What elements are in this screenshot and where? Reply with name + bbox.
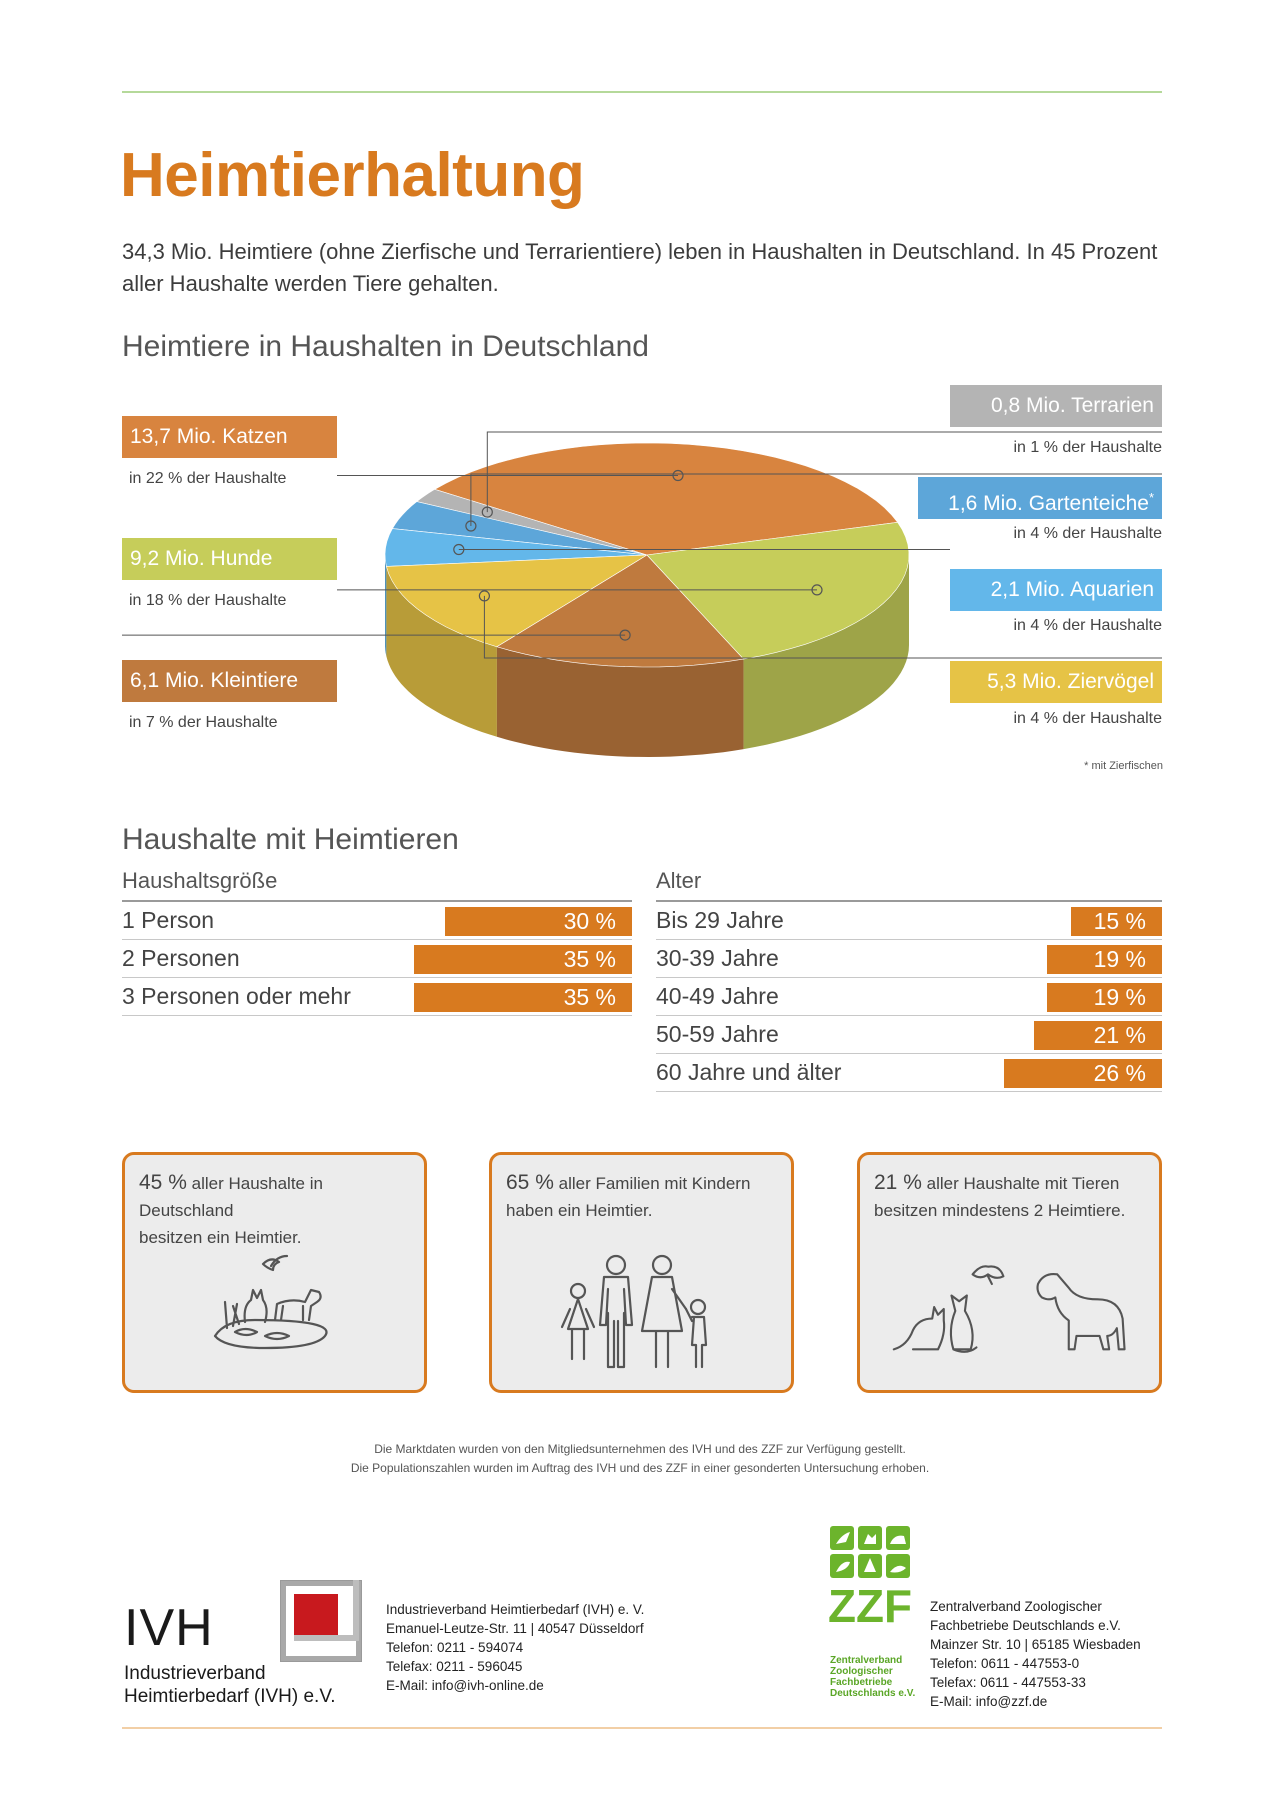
age-row	[656, 978, 1162, 1016]
age-table	[656, 864, 1162, 1092]
fact-card-1	[122, 1152, 427, 1393]
share-kleintiere: in 7 % der Haushalte	[129, 714, 278, 731]
share-terrarien: in 1 % der Haushalte	[1013, 439, 1162, 456]
label-gartenteiche	[918, 477, 1162, 519]
bottom-divider	[122, 1727, 1162, 1729]
label-hunde: 9,2 Mio. Hunde	[122, 538, 337, 580]
fact-desc-1: aller Haushalte in Deutschland	[139, 1174, 323, 1220]
zzf-email-link[interactable]: E-Mail: info@zzf.de	[930, 1694, 1048, 1709]
ivh-address-line: Telefon: 0211 - 594074	[386, 1640, 524, 1655]
fact-line2-2: haben ein Heimtier.	[506, 1201, 653, 1220]
households-title: Haushalte mit Heimtieren	[122, 823, 459, 856]
household-size-row	[122, 978, 632, 1016]
age-row-label: 60 Jahre und älter	[656, 1059, 842, 1085]
fact-desc-3: aller Haushalte mit Tieren	[926, 1174, 1120, 1193]
ivh-sub-2: Heimtierbedarf (IVH) e.V.	[124, 1686, 336, 1707]
chart-title: Heimtiere in Haushalten in Deutschland	[122, 330, 649, 363]
age-row	[656, 1054, 1162, 1092]
label-ziervoegel: 5,3 Mio. Ziervögel	[950, 661, 1162, 703]
label-katzen: 13,7 Mio. Katzen	[122, 416, 337, 458]
ivh-logo-subtitle	[124, 1662, 336, 1708]
household-size-row	[122, 902, 632, 940]
ivh-address-line: Telefax: 0211 - 596045	[386, 1659, 523, 1674]
zzf-logo-subtitle	[830, 1655, 915, 1699]
fact-desc-2: aller Familien mit Kindern	[558, 1174, 751, 1193]
age-row-label: Bis 29 Jahre	[656, 907, 784, 933]
zzf-address	[930, 1597, 1141, 1711]
zzf-logo-mark	[828, 1526, 914, 1654]
footnote-mark: *	[1148, 490, 1154, 505]
age-row-bar: 15 %	[1071, 907, 1162, 936]
zzf-logo-sub-line: Zentralverband	[830, 1655, 903, 1666]
age-row-label: 40-49 Jahre	[656, 983, 779, 1009]
pie-side-3	[385, 555, 386, 656]
fact-line2-1: besitzen ein Heimtier.	[139, 1228, 302, 1247]
household-size-row-bar: 35 %	[414, 983, 632, 1012]
age-row	[656, 902, 1162, 940]
zzf-logo-text-big: ZZF	[828, 1580, 912, 1632]
share-aquarien: in 4 % der Haushalte	[1013, 617, 1162, 634]
label-kleintiere: 6,1 Mio. Kleintiere	[122, 660, 337, 702]
ivh-email-link[interactable]: E-Mail: info@ivh-online.de	[386, 1678, 544, 1693]
family-icon	[552, 1253, 732, 1373]
share-hunde: in 18 % der Haushalte	[129, 592, 287, 609]
zzf-address-line: Fachbetriebe Deutschlands e.V.	[930, 1618, 1121, 1633]
age-row-bar: 26 %	[1004, 1059, 1162, 1088]
age-row-bar: 21 %	[1034, 1021, 1162, 1050]
label-terrarien: 0,8 Mio. Terrarien	[950, 385, 1162, 427]
ivh-logo-mark	[280, 1580, 362, 1662]
zzf-logo-sub-line: Deutschlands e.V.	[830, 1688, 916, 1699]
ivh-address	[386, 1600, 644, 1695]
fact-card-3	[857, 1152, 1162, 1393]
fact-value-1: 45 %	[139, 1171, 187, 1194]
share-ziervoegel: in 4 % der Haushalte	[1013, 710, 1162, 727]
fact-text-2	[506, 1169, 786, 1224]
age-row-label: 50-59 Jahre	[656, 1021, 779, 1047]
chart-footnote: * mit Zierfischen	[1084, 760, 1163, 772]
household-size-row	[122, 940, 632, 978]
household-size-table	[122, 864, 632, 1016]
ivh-logo-text: IVH	[124, 1599, 214, 1657]
fact-card-2	[489, 1152, 794, 1393]
ivh-address-line: Industrieverband Heimtierbedarf (IVH) e. V.	[386, 1602, 645, 1617]
intro-text: 34,3 Mio. Heimtiere (ohne Zierfische und Terrarientiere) leben in Haushalten in Deutschland. In 45 Prozent aller Haushalte werden Tiere gehalten.	[122, 239, 1158, 296]
ivh-sub-1: Industrieverband	[124, 1663, 266, 1684]
sources-line-1: Die Marktdaten wurden von den Mitgliedsunternehmen des IVH und des ZZF zur Verfügung gestellt.	[374, 1442, 906, 1456]
household-size-row-bar: 35 %	[414, 945, 632, 974]
label-aquarien: 2,1 Mio. Aquarien	[950, 569, 1162, 611]
household-size-row-bar: 30 %	[445, 907, 632, 936]
pets-pond-icon	[205, 1250, 345, 1360]
age-row	[656, 940, 1162, 978]
page-title: Heimtierhaltung	[120, 141, 585, 210]
fact-line2-3: besitzen mindestens 2 Heimtiere.	[874, 1201, 1126, 1220]
age-row	[656, 1016, 1162, 1054]
multiple-pets-icon	[888, 1253, 1138, 1363]
zzf-logo-sub-line: Zoologischer	[830, 1666, 893, 1677]
share-katzen: in 22 % der Haushalte	[129, 470, 287, 487]
zzf-address-line: Telefax: 0611 - 447553-33	[930, 1675, 1086, 1690]
fact-value-2: 65 %	[506, 1171, 554, 1194]
label-gartenteiche-text: 1,6 Mio. Gartenteiche	[948, 492, 1149, 515]
age-row-bar: 19 %	[1047, 945, 1162, 974]
age-row-label: 30-39 Jahre	[656, 945, 779, 971]
household-size-row-label: 1 Person	[122, 907, 215, 933]
household-size-row-label: 2 Personen	[122, 945, 240, 971]
household-size-row-label: 3 Personen oder mehr	[122, 983, 351, 1009]
share-gartenteiche: in 4 % der Haushalte	[1013, 525, 1162, 542]
zzf-address-line: Mainzer Str. 10 | 65185 Wiesbaden	[930, 1637, 1141, 1652]
zzf-address-line: Zentralverband Zoologischer	[930, 1599, 1102, 1614]
age-row-bar: 19 %	[1047, 983, 1162, 1012]
ivh-address-line: Emanuel-Leutze-Str. 11 | 40547 Düsseldorf	[386, 1621, 644, 1636]
sources-note	[0, 1440, 1280, 1478]
age-header: Alter	[656, 864, 1162, 902]
fact-text-3	[874, 1169, 1154, 1224]
household-size-header: Haushaltsgröße	[122, 864, 632, 902]
fact-text-1	[139, 1169, 419, 1251]
sources-line-2: Die Populationszahlen wurden im Auftrag des IVH und des ZZF in einer gesonderten Untersuchung erhoben.	[350, 1461, 930, 1475]
fact-value-3: 21 %	[874, 1171, 922, 1194]
zzf-address-line: Telefon: 0611 - 447553-0	[930, 1656, 1080, 1671]
zzf-logo-sub-line: Fachbetriebe	[830, 1677, 893, 1688]
